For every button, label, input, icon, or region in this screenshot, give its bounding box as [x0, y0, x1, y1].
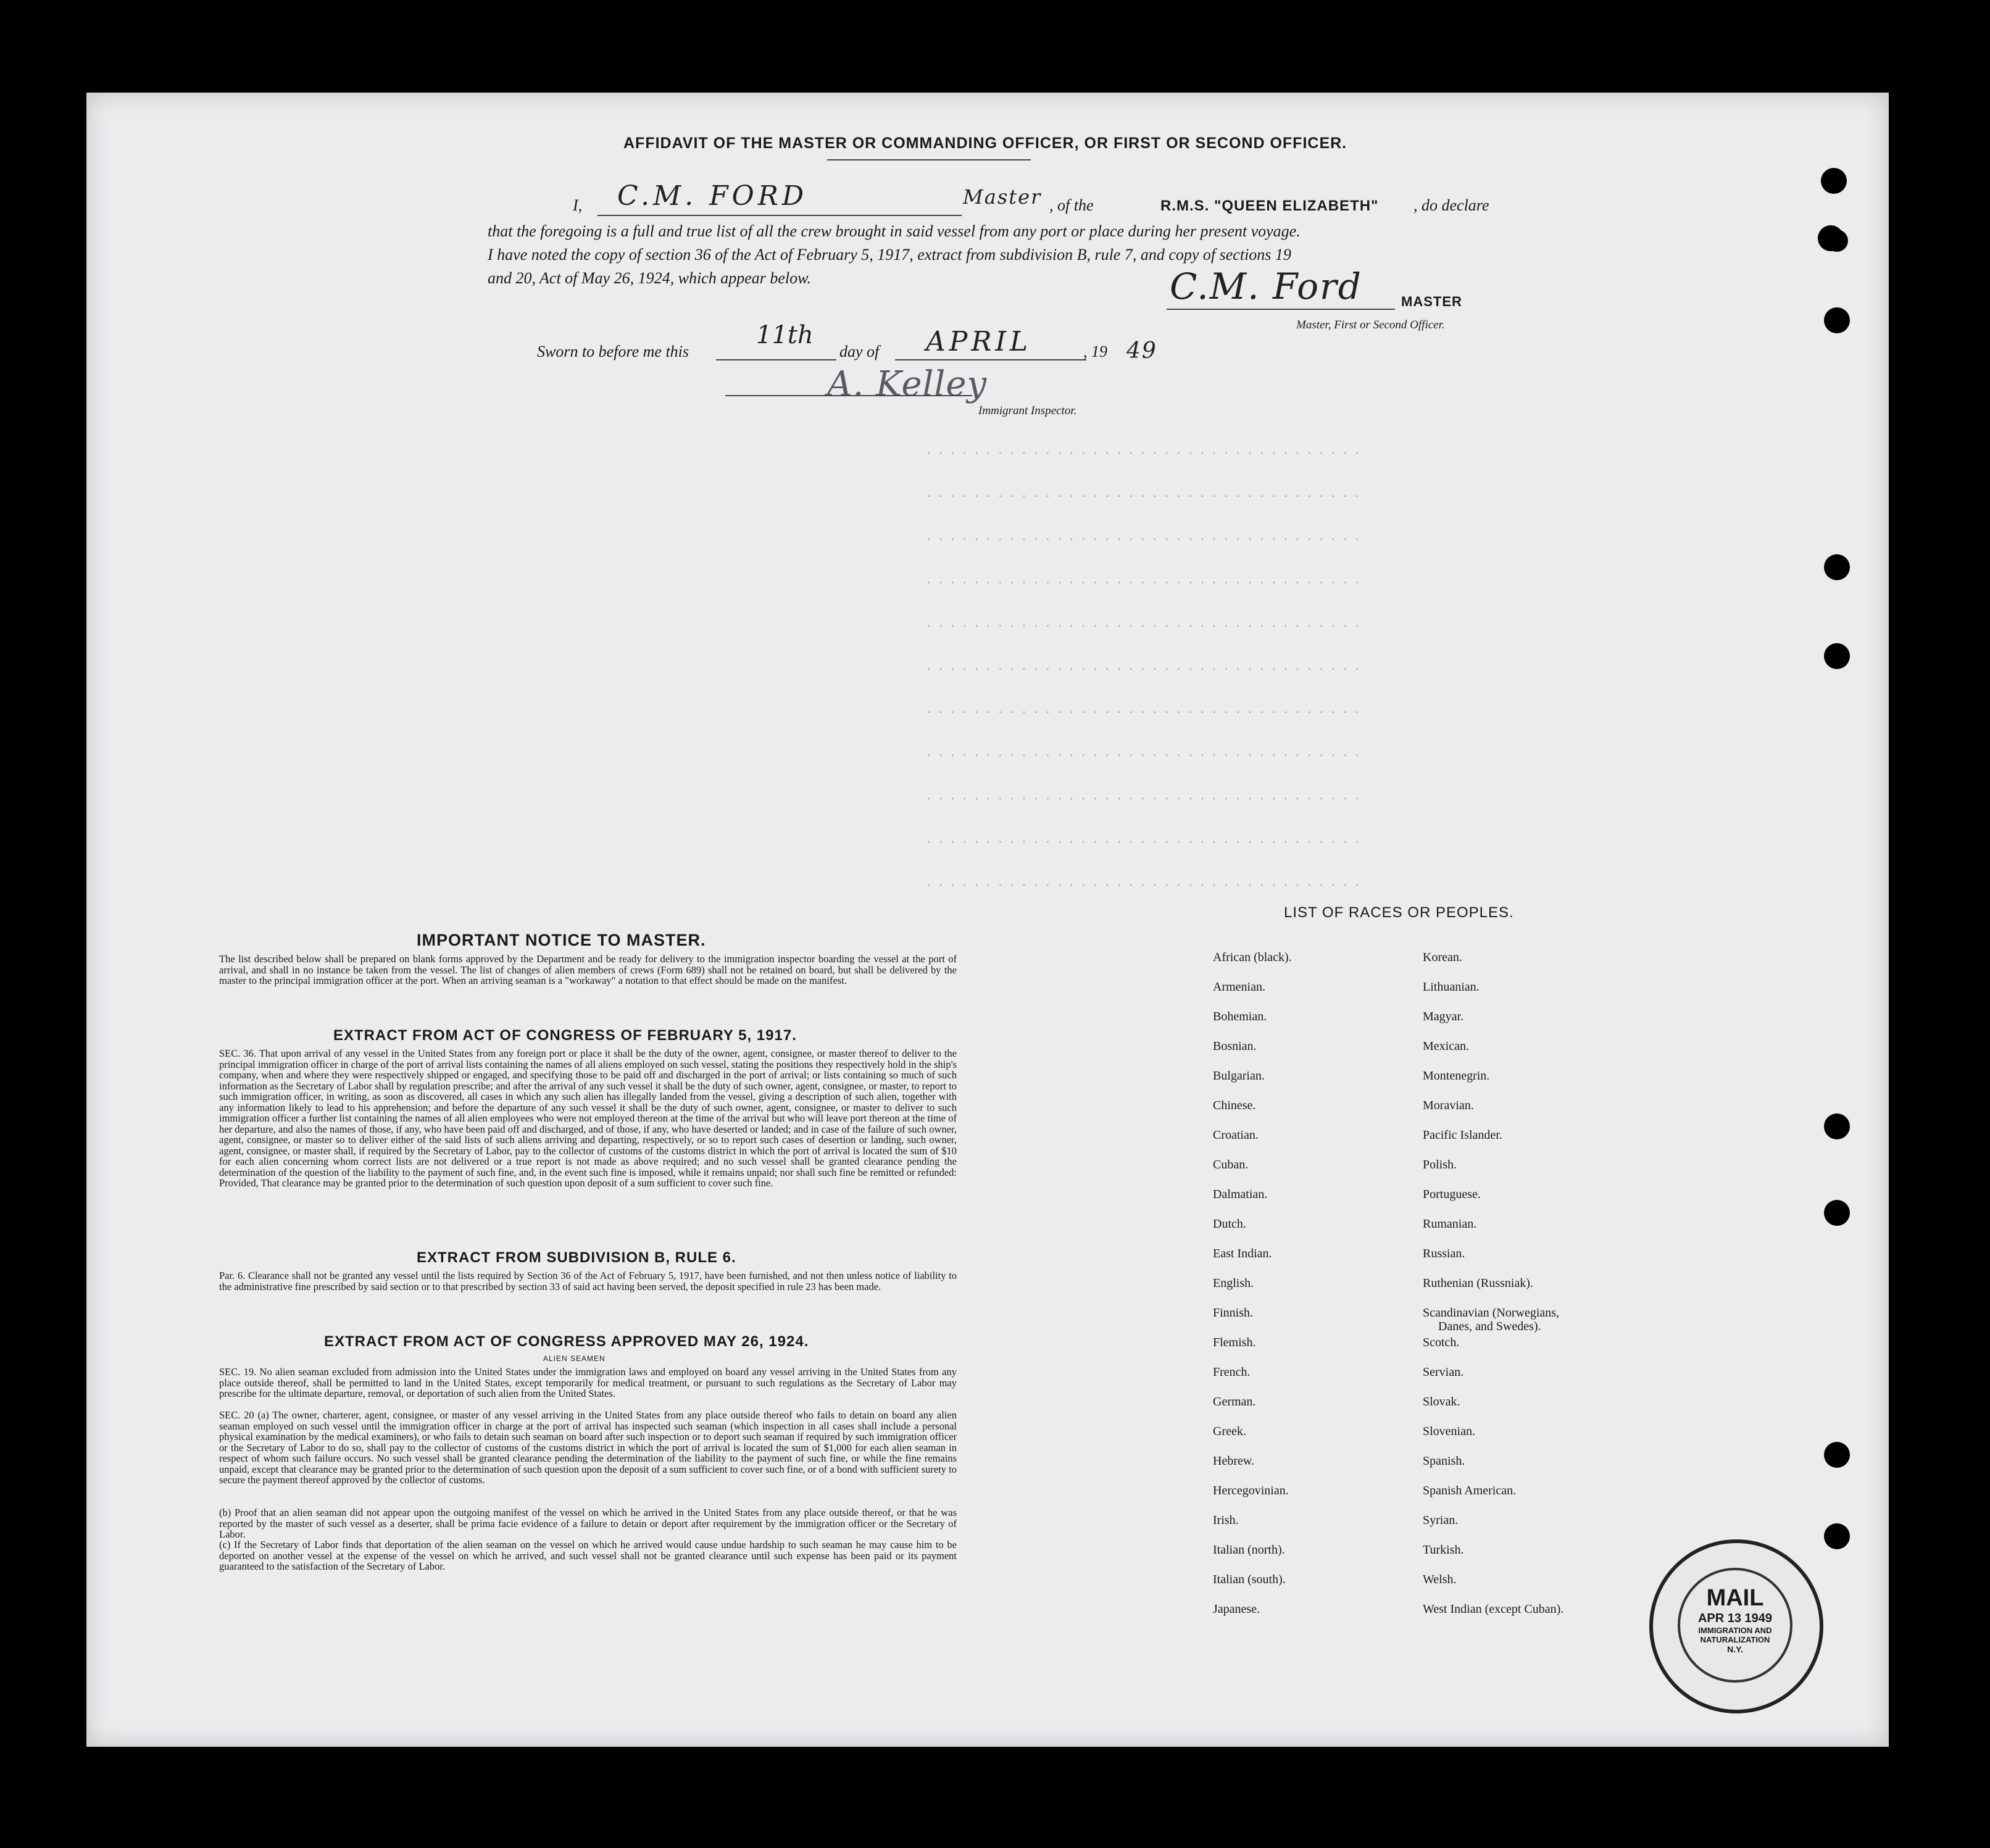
- act-1924-heading: EXTRACT FROM ACT OF CONGRESS APPROVED MAY 26, 1924.: [324, 1333, 809, 1350]
- race-item: Cuban.: [1213, 1158, 1249, 1172]
- race-item: Polish.: [1423, 1158, 1457, 1172]
- inspector-line: [725, 395, 972, 396]
- master-signature-line: [1167, 309, 1395, 310]
- mail-stamp: [1649, 1539, 1823, 1713]
- race-item: Portuguese.: [1423, 1188, 1481, 1201]
- race-item: Scotch.: [1423, 1336, 1460, 1349]
- race-item: Turkish.: [1423, 1543, 1464, 1557]
- race-item: Ruthenian (Russniak).: [1423, 1276, 1533, 1290]
- act-1917-body: SEC. 36. That upon arrival of any vessel in the United States from any foreign port or place it shall be the duty of the owner, agent, consignee, or master thereof to deliver to the principal immigration officer in charge of the port of arrival lists containing the names of all aliens employed on such vessel, stating the positions they respectively hold in the ship's company, when and where they were respectively shipped or engaged, and specifying those to be paid off and discharged in the port of arrival; or lists containing so much of such information as the Secretary of Labor shall by regulation prescribe; and after the arrival of any such vessel it shall be the duty of such owner, agent, consignee, or master, to report to such immigration officer, in writing, as soon as discovered, all cases in which any such alien has illegally landed from the vessel, giving a description of such alien, together with any information likely to lead to his apprehension; and before the departure of any such vessel it shall be the duty of such owner, agent, consignee, or master to deliver to such immigration officer a further list containing the names of all alien employees who were not employed thereon at the time of the arrival but who will leave port thereon at the time of her departure, and also the names of those, if any, who have been paid off and discharged, and of those, if any, who have deserted or landed; and in case of the failure of such owner, agent, consignee, or master so to deliver either of the said lists of such aliens arriving and departing, respectively, or so to report such cases of desertion or landing, such owner, agent, consignee, or master shall, if required by the Secretary of Labor, pay to the collector of customs of the customs district in which the port of arrival is located the sum of $10 for each alien concerning whom correct lists are not delivered or a true report is not made as above required; and no such vessel shall be granted clearance pending the determination of the question of the liability to the payment of such fine, and, in the event such fine is imposed, while it remains unpaid; nor shall such fine be remitted or refunded: Provided, That clearance may be granted prior to the determination of such question upon deposit of a sum sufficient to cover such fine.: [219, 1047, 957, 1189]
- race-item: Lithuanian.: [1423, 980, 1480, 994]
- act-1924-sec-20c: (c) If the Secretary of Labor finds that deportation of the alien seaman on the vessel on which he arrived would cause undue hardship to such seaman he may cause him to be deported on another vessel at the expense of the vessel on which he arrived, and such vessel shall not be granted clearance until such expense has been paid or its payment guaranteed to the satisfaction of the Secretary of Labor.: [219, 1539, 957, 1572]
- rule-6-body: Par. 6. Clearance shall not be granted any vessel until the lists required by Section 36 of the Act of February 5, 1917, have been furnished, and not then unless notice of liability to the administrative fine prescribed by said section or to that prescribed by section 33 of said act having been served, the deposit specified in rule 23 has been made.: [219, 1270, 957, 1292]
- race-item: Italian (north).: [1213, 1543, 1285, 1557]
- act-1924-sec-20b: (b) Proof that an alien seaman did not appear upon the outgoing manifest of the vessel on which he arrived in the United States from any place outside thereof, or that he was reported by the master of such vessel as a deserter, shall be prima facie evidence of a failure to detain or deport after requirement by the immigration officer or the Secretary of Labor.: [219, 1507, 957, 1540]
- notice-heading: IMPORTANT NOTICE TO MASTER.: [417, 931, 706, 949]
- title-underline: [827, 159, 1031, 160]
- year-suffix: 49: [1126, 338, 1157, 364]
- bleed-through-row: . . . . . . . . . . . . . . . . . . . . . . . . . . . . . . . . . . . . .: [926, 876, 1360, 888]
- race-item: Montenegrin.: [1423, 1069, 1490, 1083]
- race-item: Spanish American.: [1423, 1484, 1517, 1497]
- declaration-line-4: and 20, Act of May 26, 1924, which appear below.: [488, 269, 812, 287]
- punch-hole: [1824, 307, 1850, 333]
- stamp-mail-text: MAIL: [1706, 1585, 1764, 1611]
- race-item: Mexican.: [1423, 1039, 1469, 1053]
- notice-body: The list described below shall be prepared on blank forms approved by the Department and be ready for delivery to the immigration inspector boarding the vessel at the port of arrival, and shall in no instance be taken from the vessel. The list of changes of alien members of crews (Form 689) shall not be retained on board, but shall be delivered by the master to the principal immigration officer at the port. When an arriving seaman is a "workaway" a notation to that effect should be made on the manifest.: [219, 953, 957, 986]
- race-item: African (black).: [1213, 951, 1292, 964]
- bleed-through-row: . . . . . . . . . . . . . . . . . . . . . . . . . . . . . . . . . . . . .: [926, 444, 1360, 456]
- race-item: Magyar.: [1423, 1010, 1464, 1023]
- do-declare-label: , do declare: [1413, 196, 1489, 214]
- race-item: Russian.: [1423, 1247, 1465, 1260]
- vessel-name: R.M.S. "QUEEN ELIZABETH": [1160, 198, 1379, 214]
- day-of-label: day of: [839, 343, 880, 360]
- punch-hole: [1824, 1523, 1850, 1549]
- bleed-through-row: . . . . . . . . . . . . . . . . . . . . . . . . . . . . . . . . . . . . .: [926, 617, 1360, 629]
- stamp-date: APR 13 1949: [1697, 1612, 1773, 1625]
- signature-title: MASTER: [1401, 294, 1462, 309]
- race-item: East Indian.: [1213, 1247, 1272, 1260]
- act-1924-sec-19: SEC. 19. No alien seaman excluded from admission into the United States under the immigration laws and employed on board any vessel arriving in the United States from any place outside thereof, shall be permitted to land in the United States, except temporarily for medical treatment, or pursuant to such regulations as the Secretary of Labor may prescribe for the ultimate departure, removal, or deportation of such alien from the United States.: [219, 1366, 957, 1399]
- bleed-through-row: . . . . . . . . . . . . . . . . . . . . . . . . . . . . . . . . . . . . .: [926, 531, 1360, 543]
- act-1924-sec-20a: SEC. 20 (a) The owner, charterer, agent, consignee, or master of any vessel arriving in the United States from any place outside thereof who fails to detain on board any alien seaman employed on such vessel until the immigration officer in charge at the port of arrival has inspected such seaman (which inspection in all cases shall include a personal physical examination by the medical examiners), or who fails to detain such seaman on board after such inspection or to deport such seaman if required by such immigration officer or the Secretary of Labor to do so, shall pay to the collector of customs of the customs district in which the port of arrival is located the sum of $1,000 for each alien seaman in respect of whom such failure occurs. No such vessel shall be granted clearance pending the determination of the liability to the payment of such fine, or while the fine remains unpaid, except that clearance may be granted prior to the determination of such question upon the deposit of a sum sufficient to cover such fine, or of a bond with sufficient surety to secure the payment thereof approved by the collector of customs.: [219, 1409, 957, 1486]
- master-signature: C.M. Ford: [1170, 265, 1362, 307]
- race-item: English.: [1213, 1276, 1254, 1290]
- race-item: Slovak.: [1423, 1395, 1460, 1409]
- master-rank: Master: [963, 185, 1042, 209]
- bleed-through-row: . . . . . . . . . . . . . . . . . . . . . . . . . . . . . . . . . . . . .: [926, 747, 1360, 759]
- race-item: Chinese.: [1213, 1099, 1256, 1112]
- race-item: Slovenian.: [1423, 1425, 1475, 1438]
- inspector-caption: Immigrant Inspector.: [978, 404, 1077, 417]
- bleed-through-row: . . . . . . . . . . . . . . . . . . . . . . . . . . . . . . . . . . . . .: [926, 704, 1360, 715]
- race-item: Welsh.: [1423, 1573, 1457, 1586]
- bleed-through-row: . . . . . . . . . . . . . . . . . . . . . . . . . . . . . . . . . . . . .: [926, 790, 1360, 802]
- race-scandinavian-continued: Danes, and Swedes).: [1438, 1320, 1541, 1333]
- race-item: Rumanian.: [1423, 1217, 1477, 1231]
- race-item: Syrian.: [1423, 1513, 1459, 1527]
- act-1917-heading: EXTRACT FROM ACT OF CONGRESS OF FEBRUARY 5, 1917.: [333, 1027, 797, 1044]
- stamp-line-3: N.Y.: [1727, 1644, 1743, 1654]
- race-item: Italian (south).: [1213, 1573, 1286, 1586]
- race-item: Flemish.: [1213, 1336, 1256, 1349]
- affidavit-title: AFFIDAVIT OF THE MASTER OR COMMANDING OFFICER, OR FIRST OR SECOND OFFICER.: [623, 135, 1347, 152]
- race-item: Finnish.: [1213, 1306, 1254, 1320]
- punch-hole: [1824, 554, 1850, 580]
- race-item: Bulgarian.: [1213, 1069, 1265, 1083]
- race-item: Korean.: [1423, 951, 1462, 964]
- punch-hole: [1824, 1442, 1850, 1468]
- punch-hole: [1821, 168, 1847, 194]
- stamp-line-2: NATURALIZATION: [1700, 1635, 1770, 1644]
- stamp-line-1: IMMIGRATION AND: [1698, 1626, 1772, 1635]
- year-prefix: , 19: [1083, 343, 1107, 360]
- bleed-through-row: . . . . . . . . . . . . . . . . . . . . . . . . . . . . . . . . . . . . .: [926, 488, 1360, 499]
- punch-hole: [1824, 1200, 1850, 1226]
- race-item: Greek.: [1213, 1425, 1246, 1438]
- race-item: Spanish.: [1423, 1454, 1465, 1468]
- inspector-signature: A. Kelley: [827, 364, 988, 404]
- signature-caption: Master, First or Second Officer.: [1296, 318, 1445, 331]
- rule-6-heading: EXTRACT FROM SUBDIVISION B, RULE 6.: [417, 1249, 736, 1266]
- race-item: German.: [1213, 1395, 1256, 1409]
- race-item: Pacific Islander.: [1423, 1128, 1502, 1142]
- punch-hole: [1826, 230, 1848, 252]
- bleed-through-row: . . . . . . . . . . . . . . . . . . . . . . . . . . . . . . . . . . . . .: [926, 574, 1360, 586]
- race-item: Dutch.: [1213, 1217, 1246, 1231]
- mail-stamp-inner: [1678, 1568, 1792, 1683]
- bleed-through-row: . . . . . . . . . . . . . . . . . . . . . . . . . . . . . . . . . . . . .: [926, 833, 1360, 845]
- master-name: C.M. FORD: [617, 180, 808, 212]
- declaration-line-3: I have noted the copy of section 36 of the Act of February 5, 1917, extract from subdivision B, rule 7, and copy of sections 19: [488, 246, 1291, 264]
- race-item: Hercegovinian.: [1213, 1484, 1289, 1497]
- race-item: Japanese.: [1213, 1602, 1260, 1616]
- sworn-month: APRIL: [926, 326, 1032, 357]
- races-heading: LIST OF RACES OR PEOPLES.: [1284, 904, 1514, 921]
- race-item: Servian.: [1423, 1365, 1464, 1379]
- of-the-label: , of the: [1049, 196, 1094, 214]
- race-item: Irish.: [1213, 1513, 1239, 1527]
- sworn-day: 11th: [756, 321, 814, 349]
- act-1924-subheading: ALIEN SEAMEN: [543, 1354, 606, 1363]
- declaration-line-2: that the foregoing is a full and true list of all the crew brought in said vessel from any port or place during her present voyage.: [488, 222, 1301, 240]
- punch-hole: [1824, 1113, 1850, 1139]
- punch-hole: [1824, 643, 1850, 669]
- sworn-label: Sworn to before me this: [537, 343, 689, 360]
- race-item: Scandinavian (Norwegians,: [1423, 1306, 1560, 1320]
- race-item: French.: [1213, 1365, 1251, 1379]
- race-item: Dalmatian.: [1213, 1188, 1268, 1201]
- i-label: I,: [573, 196, 583, 214]
- race-item: Hebrew.: [1213, 1454, 1255, 1468]
- race-item: Armenian.: [1213, 980, 1265, 994]
- race-item: Bohemian.: [1213, 1010, 1267, 1023]
- race-item: Croatian.: [1213, 1128, 1259, 1142]
- bleed-through-row: . . . . . . . . . . . . . . . . . . . . . . . . . . . . . . . . . . . . .: [926, 660, 1360, 672]
- race-item: Moravian.: [1423, 1099, 1474, 1112]
- race-item: West Indian (except Cuban).: [1423, 1602, 1564, 1616]
- race-item: Bosnian.: [1213, 1039, 1257, 1053]
